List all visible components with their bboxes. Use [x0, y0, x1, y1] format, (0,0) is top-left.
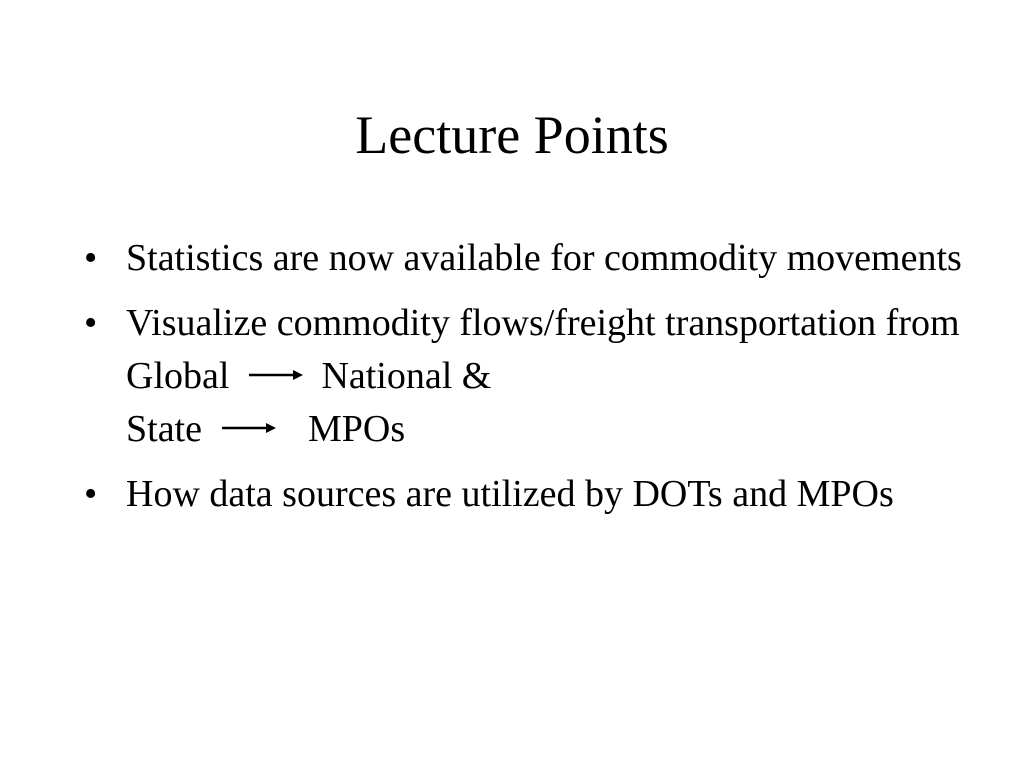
right-arrow-icon	[222, 421, 276, 435]
bullet-text-part-3: State	[126, 408, 202, 450]
bullet-text: Statistics are now available for commodity movements	[126, 237, 962, 279]
bullet-text: How data sources are utilized by DOTs and MPOs	[126, 473, 894, 515]
bullet-item-1	[84, 232, 964, 285]
slide-title: Lecture Points	[355, 105, 669, 165]
bullet-list	[84, 232, 964, 533]
bullet-text-part-1: Visualize commodity flows/freight transportation from Global	[126, 302, 960, 397]
bullet-item-2	[84, 297, 964, 456]
bullet-dot: •	[84, 237, 98, 279]
right-arrow-icon	[249, 368, 303, 382]
bullet-dot: •	[84, 473, 98, 515]
bullet-text-part-2: National &	[321, 355, 492, 397]
bullet-dot: •	[84, 302, 98, 344]
bullet-text-part-4: MPOs	[307, 408, 406, 450]
bullet-item-3	[84, 468, 964, 521]
